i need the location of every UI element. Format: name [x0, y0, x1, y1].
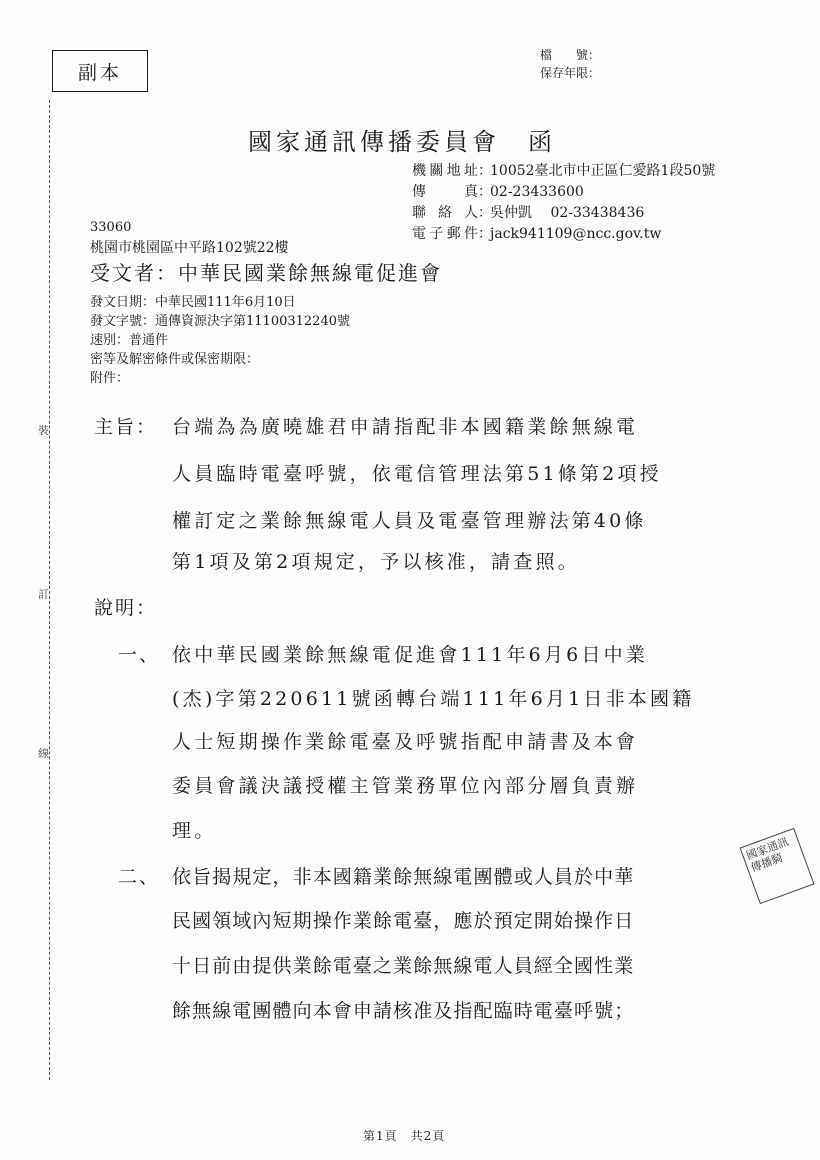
recipient-address: 桃園市桃園區中平路102號22樓: [90, 240, 289, 256]
page-number: 第1頁 共2頁: [363, 1129, 446, 1143]
contact-person-label: 聯 絡 人: [412, 205, 478, 221]
secrecy-level: 密等及解密條件或保密期限：: [90, 352, 260, 367]
explanation-label: 說明：: [94, 597, 158, 619]
explanation-line: 理。: [172, 820, 217, 842]
explanation-line: 人士短期操作業餘電臺及呼號指配申請書及本會: [172, 731, 639, 753]
explanation-line: 餘無線電團體向本會申請核准及指配臨時電臺呼號；: [172, 1000, 635, 1022]
item-number: 一、: [118, 644, 161, 666]
perforation-seal: 國家通訊傳播騎: [739, 828, 814, 904]
fax-label: 傳 真: [412, 184, 478, 200]
recipient: 受文者：中華民國業餘無線電促進會: [90, 261, 442, 285]
fax-row: 傳 真 ： 02-23433600: [412, 182, 715, 203]
subject-line: 權訂定之業餘無線電人員及電臺管理辦法第40條: [172, 510, 647, 532]
item-number: 二、: [118, 866, 161, 888]
explanation-line: 委員會議決議授權主管業務單位內部分層負責辦: [172, 775, 639, 797]
address-value: 10052臺北市中正區仁愛路1段50號: [490, 163, 716, 179]
address-label: 機關地址: [412, 163, 478, 179]
attachments: 附件：: [90, 371, 130, 386]
contact-person-value: 吳仲凱 02-33438436: [490, 205, 645, 221]
delivery-speed: 速別：普通件: [90, 333, 169, 348]
subject-label: 主旨：: [94, 416, 158, 438]
explanation-line: 依旨揭規定，非本國籍業餘無線電團體或人員於中華: [172, 866, 635, 888]
subject-line: 台端為為廣曉雄君申請指配非本國籍業餘無線電: [172, 416, 639, 438]
subject-line: 第1項及第2項規定，予以核准，請查照。: [172, 551, 580, 573]
document-meta: [90, 293, 350, 388]
reference-number: 發文字號：通傳資源決字第11100312240號: [90, 314, 350, 329]
binding-mark-staple: 訂: [38, 584, 49, 604]
explanation-line: 十日前由提供業餘電臺之業餘無線電人員經全國性業: [172, 955, 635, 977]
email-row: 電子郵件 ： jack941109@ncc.gov.tw: [412, 224, 715, 245]
address-row: 機關地址 ： 10052臺北市中正區仁愛路1段50號: [412, 161, 715, 182]
fax-value: 02-23433600: [490, 184, 584, 200]
email-label: 電子郵件: [412, 226, 478, 242]
file-number: 檔 號：: [540, 48, 601, 62]
copy-stamp: 副本: [52, 50, 148, 92]
explanation-line: 民國領域內短期操作業餘電臺，應於預定開始操作日: [172, 910, 635, 932]
binding-mark-line: 線: [38, 743, 49, 763]
explanation-line: 依中華民國業餘無線電促進會111年6月6日中業: [172, 644, 649, 666]
recipient-zip: 33060: [90, 220, 132, 235]
retention-period: 保存年限：: [540, 66, 601, 80]
contact-block: [412, 161, 715, 245]
file-meta: [540, 46, 600, 82]
contact-person-row: 聯 絡 人 ： 吳仲凱 02-33438436: [412, 203, 715, 224]
explanation-line: (杰)字第220611號函轉台端111年6月1日非本國籍: [172, 688, 695, 710]
binding-line: [49, 100, 50, 1080]
subject-line: 人員臨時電臺呼號，依電信管理法第51條第2項授: [172, 463, 662, 485]
issue-date: 發文日期：中華民國111年6月10日: [90, 295, 296, 310]
binding-mark-bind: 裝: [38, 420, 49, 440]
document-title: 國家通訊傳播委員會 函: [248, 128, 556, 156]
email-value: jack941109@ncc.gov.tw: [490, 226, 662, 242]
